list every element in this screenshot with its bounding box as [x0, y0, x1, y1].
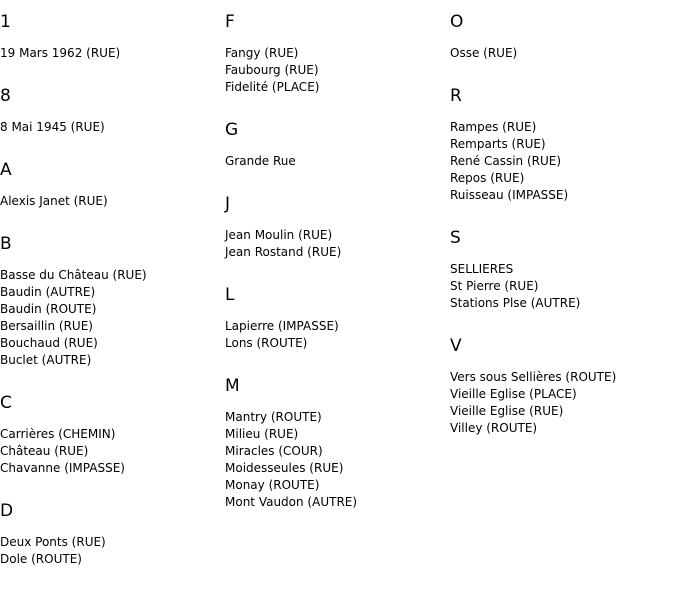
street-list	[0, 45, 220, 62]
street-link[interactable]: Rampes (RUE)	[450, 120, 537, 134]
street-link[interactable]: Grande Rue	[225, 154, 296, 168]
street-link[interactable]: Jean Moulin (RUE)	[225, 228, 333, 242]
letter-heading: A	[0, 160, 12, 180]
letter-group	[225, 374, 445, 511]
letter-group	[0, 84, 220, 136]
letter-heading: 1	[0, 12, 11, 32]
letter-group	[450, 226, 670, 312]
street-link[interactable]: Vers sous Sellières (ROUTE)	[450, 370, 617, 384]
street-link[interactable]: Fidelité (PLACE)	[225, 80, 320, 94]
street-list	[0, 534, 220, 568]
street-link[interactable]: Ruisseau (IMPASSE)	[450, 188, 569, 202]
street-link[interactable]: Chavanne (IMPASSE)	[0, 461, 125, 475]
street-link[interactable]: Jean Rostand (RUE)	[225, 245, 342, 259]
street-link[interactable]: SELLIERES	[450, 262, 514, 276]
street-link[interactable]: Faubourg (RUE)	[225, 63, 319, 77]
letter-heading: D	[0, 501, 14, 521]
letter-group	[0, 232, 220, 369]
street-link[interactable]: Lapierre (IMPASSE)	[225, 319, 339, 333]
letter-heading: L	[225, 285, 235, 305]
letter-heading: J	[225, 194, 231, 214]
street-link[interactable]: Deux Ponts (RUE)	[0, 535, 106, 549]
street-link[interactable]: Mantry (ROUTE)	[225, 410, 322, 424]
street-link[interactable]: Basse du Château (RUE)	[0, 268, 147, 282]
street-link[interactable]: Repos (RUE)	[450, 171, 525, 185]
street-list	[450, 119, 670, 204]
street-link[interactable]: Lons (ROUTE)	[225, 336, 308, 350]
street-link[interactable]: Mont Vaudon (AUTRE)	[225, 495, 358, 509]
street-link[interactable]: Remparts (RUE)	[450, 137, 546, 151]
letter-group	[225, 283, 445, 352]
letter-group	[225, 192, 445, 261]
street-list	[225, 227, 445, 261]
letter-heading: R	[450, 86, 462, 106]
letter-group	[0, 10, 220, 62]
street-list	[450, 369, 670, 437]
letter-heading: S	[450, 228, 461, 248]
street-link[interactable]: Baudin (AUTRE)	[0, 285, 96, 299]
letter-group	[450, 10, 670, 62]
street-link[interactable]: Carrières (CHEMIN)	[0, 427, 116, 441]
street-index-column-1	[0, 10, 220, 590]
street-list	[225, 318, 445, 352]
street-list	[450, 45, 670, 62]
street-list	[0, 426, 220, 477]
letter-group	[0, 499, 220, 568]
letter-group	[0, 391, 220, 477]
letter-group	[225, 10, 445, 96]
letter-heading: B	[0, 234, 12, 254]
letter-heading: O	[450, 12, 464, 32]
letter-heading: F	[225, 12, 235, 32]
street-list	[0, 193, 220, 210]
street-link[interactable]: Milieu (RUE)	[225, 427, 299, 441]
street-link[interactable]: Miracles (COUR)	[225, 444, 323, 458]
street-link[interactable]: Alexis Janet (RUE)	[0, 194, 108, 208]
street-link[interactable]: Vieille Eglise (PLACE)	[450, 387, 577, 401]
street-list	[0, 267, 220, 369]
letter-heading: C	[0, 393, 12, 413]
street-link[interactable]: Baudin (ROUTE)	[0, 302, 97, 316]
street-link[interactable]: Stations Plse (AUTRE)	[450, 296, 581, 310]
street-link[interactable]: Vieille Eglise (RUE)	[450, 404, 564, 418]
street-link[interactable]: Château (RUE)	[0, 444, 89, 458]
street-link[interactable]: Dole (ROUTE)	[0, 552, 82, 566]
street-link[interactable]: Buclet (AUTRE)	[0, 353, 92, 367]
street-link[interactable]: St Pierre (RUE)	[450, 279, 539, 293]
letter-group	[450, 334, 670, 437]
street-list	[450, 261, 670, 312]
letter-group	[450, 84, 670, 204]
street-link[interactable]: Villey (ROUTE)	[450, 421, 538, 435]
street-list	[225, 45, 445, 96]
street-list	[225, 409, 445, 511]
street-link[interactable]: Fangy (RUE)	[225, 46, 299, 60]
street-index-column-3	[450, 10, 670, 459]
street-link[interactable]: Osse (RUE)	[450, 46, 518, 60]
letter-group	[0, 158, 220, 210]
letter-heading: 8	[0, 86, 11, 106]
street-link[interactable]: Monay (ROUTE)	[225, 478, 320, 492]
street-link[interactable]: 8 Mai 1945 (RUE)	[0, 120, 105, 134]
street-list	[225, 153, 445, 170]
street-list	[0, 119, 220, 136]
street-link[interactable]: René Cassin (RUE)	[450, 154, 562, 168]
letter-group	[225, 118, 445, 170]
letter-heading: G	[225, 120, 239, 140]
letter-heading: V	[450, 336, 462, 356]
street-link[interactable]: 19 Mars 1962 (RUE)	[0, 46, 121, 60]
street-index-column-2	[225, 10, 445, 533]
street-link[interactable]: Bouchaud (RUE)	[0, 336, 98, 350]
letter-heading: M	[225, 376, 240, 396]
street-link[interactable]: Bersaillin (RUE)	[0, 319, 93, 333]
street-link[interactable]: Moidesseules (RUE)	[225, 461, 344, 475]
